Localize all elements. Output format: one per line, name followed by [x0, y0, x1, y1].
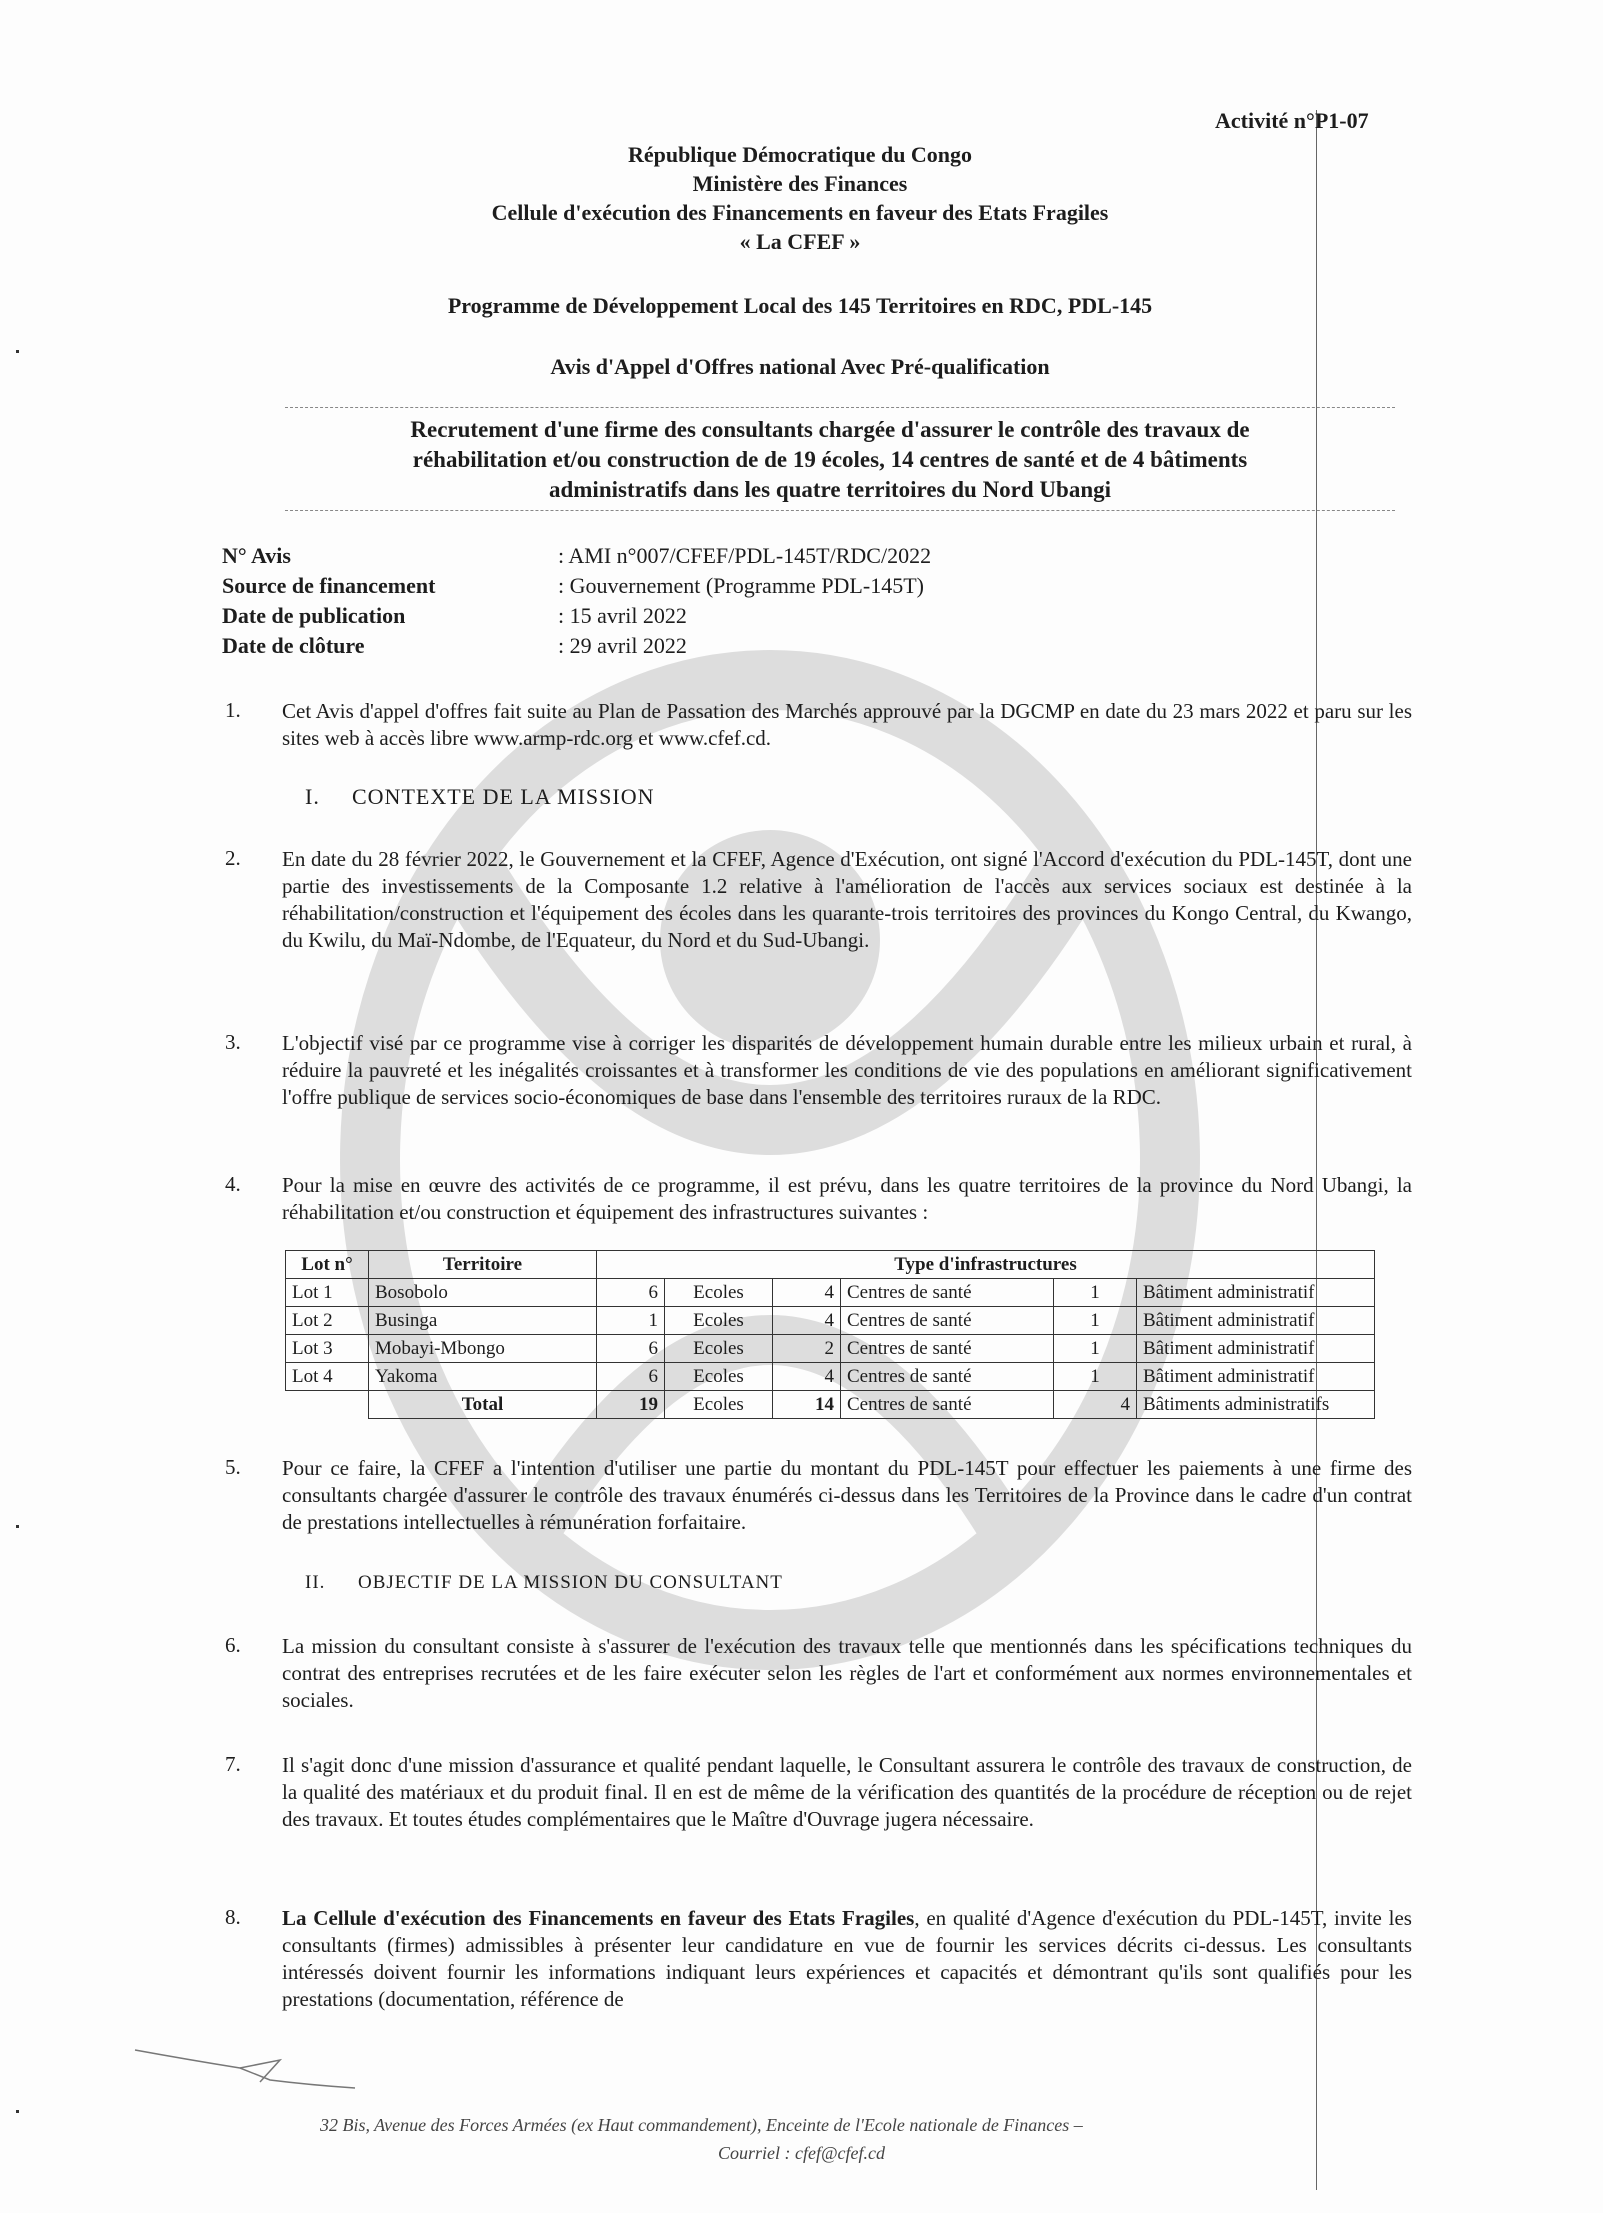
table-row — [286, 1307, 1375, 1335]
header-acronym: « La CFEF » — [739, 229, 861, 254]
table-cell-territoire: Businga — [369, 1307, 597, 1335]
paragraph-6: La mission du consultant consiste à s'assurer de l'exécution des travaux telle que mentionnés dans les spécifications techniques du contrat des entreprises recrutées et de les faire exécuter selon les règles de l'art et conformément aux normes environnementales et sociales. — [282, 1634, 1412, 1712]
table-cell-count: 6 — [597, 1363, 665, 1391]
table-total-type: Ecoles — [665, 1391, 773, 1419]
signature-mark — [130, 2030, 360, 2100]
table-row — [286, 1335, 1375, 1363]
table-header-lot: Lot n° — [286, 1251, 369, 1279]
table-cell-lot: Lot 1 — [286, 1279, 369, 1307]
table-cell-type: Ecoles — [665, 1363, 773, 1391]
table-cell-type: Bâtiment administratif — [1137, 1363, 1375, 1391]
table-header-type: Type d'infrastructures — [597, 1251, 1375, 1279]
table-total-empty — [286, 1391, 369, 1419]
section-2-number: II. — [305, 1572, 326, 1593]
paragraph-7-number: 7. — [225, 1752, 241, 1776]
subject-line-3: administratifs dans les quatre territoires du Nord Ubangi — [548, 477, 1112, 502]
paragraph-8-number: 8. — [225, 1905, 241, 1929]
scan-dot — [16, 2110, 19, 2113]
table-cell-type: Bâtiment administratif — [1137, 1307, 1375, 1335]
table-cell-lot: Lot 3 — [286, 1335, 369, 1363]
table-cell-type: Ecoles — [665, 1279, 773, 1307]
table-cell-territoire: Yakoma — [369, 1363, 597, 1391]
document-header — [300, 140, 1300, 256]
paragraph-3: L'objectif visé par ce programme vise à corriger les disparités de développement humain durable entre les milieux urbain et rural, à réduire la pauvreté et les inégalités croissantes et à transformer les conditions de vie des populations en améliorant significativement l'offre publique de services socio-économiques de base dans l'ensemble des territoires ruraux de la RDC. — [282, 1031, 1412, 1109]
table-cell-count: 1 — [1054, 1363, 1137, 1391]
field-label-publication: Date de publication — [222, 603, 406, 628]
paragraph-2: En date du 28 février 2022, le Gouvernement et la CFEF, Agence d'Exécution, ont signé l'Accord d'exécution du PDL-145T, dont une partie des investissements de la Composante 1.2 relative à l'amélioration de l'accès aux services sociaux est destinée à la réhabilitation/construction et l'équipement des écoles dans les quarante-trois territoires des provinces du Kongo Central, du Kwango, du Kwilu, du Maï-Ndombe, de l'Equateur, du Nord et du Sud-Ubangi. — [282, 847, 1412, 952]
field-label-source: Source de financement — [222, 573, 436, 598]
table-total-count: 14 — [773, 1391, 841, 1419]
programme-title: Programme de Développement Local des 145 Territoires en RDC, PDL-145 — [447, 293, 1153, 318]
table-cell-territoire: Bosobolo — [369, 1279, 597, 1307]
section-1-number: I. — [305, 784, 320, 809]
field-label-cloture: Date de clôture — [222, 633, 365, 658]
paragraph-2-number: 2. — [225, 846, 241, 870]
table-total-type: Centres de santé — [841, 1391, 1054, 1419]
table-total-row — [286, 1391, 1375, 1419]
paragraph-5: Pour ce faire, la CFEF a l'intention d'utiliser une partie du montant du PDL-145T pour effectuer les paiements à une firme des consultants chargée d'assurer le contrôle des travaux énumérés ci-dessus dans les Territoires de la Province dans le cadre d'un contrat de prestations intellectuelles à rémunération forfaitaire. — [282, 1456, 1412, 1534]
field-value-source: : Gouvernement (Programme PDL-145T) — [558, 573, 924, 598]
activity-reference: Activité n°P1-07 — [1215, 108, 1369, 133]
subject-title — [250, 415, 1410, 505]
table-cell-type: Bâtiment administratif — [1137, 1279, 1375, 1307]
paragraph-5-number: 5. — [225, 1455, 241, 1479]
field-value-avis: : AMI n°007/CFEF/PDL-145T/RDC/2022 — [558, 543, 932, 568]
section-2-title: OBJECTIF DE LA MISSION DU CONSULTANT — [358, 1572, 783, 1593]
field-label-avis: N° Avis — [222, 543, 291, 568]
table-cell-count: 4 — [773, 1279, 841, 1307]
table-cell-count: 1 — [1054, 1335, 1137, 1363]
paragraph-6-number: 6. — [225, 1633, 241, 1657]
paragraph-4: Pour la mise en œuvre des activités de ce programme, il est prévu, dans les quatre territoires de la province du Nord Ubangi, la réhabilitation et/ou construction et équipement des infrastructures suivantes : — [282, 1173, 1412, 1224]
paragraph-8 — [282, 1905, 1412, 2013]
table-cell-count: 1 — [1054, 1279, 1137, 1307]
paragraph-1-number: 1. — [225, 698, 241, 722]
table-row — [286, 1363, 1375, 1391]
table-cell-type: Bâtiment administratif — [1137, 1335, 1375, 1363]
paragraph-3-number: 3. — [225, 1030, 241, 1054]
table-cell-territoire: Mobayi-Mbongo — [369, 1335, 597, 1363]
table-cell-lot: Lot 4 — [286, 1363, 369, 1391]
table-total-count: 19 — [597, 1391, 665, 1419]
paragraph-1: Cet Avis d'appel d'offres fait suite au Plan de Passation des Marchés approuvé par la DGCMP en date du 23 mars 2022 et paru sur les sites web à accès libre www.armp-rdc.org et www.cfef.cd. — [282, 699, 1412, 750]
footer-email: Courriel : cfef@cfef.cd — [718, 2143, 886, 2163]
subject-bottom-rule — [285, 510, 1395, 511]
footer-address: 32 Bis, Avenue des Forces Armées (ex Haut commandement), Enceinte de l'Ecole nationale de Finances – — [320, 2115, 1083, 2135]
table-cell-type: Centres de santé — [841, 1307, 1054, 1335]
header-ministry: Ministère des Finances — [692, 171, 908, 196]
avis-title: Avis d'Appel d'Offres national Avec Pré-qualification — [550, 354, 1050, 379]
table-cell-count: 4 — [773, 1363, 841, 1391]
paragraph-7: Il s'agit donc d'une mission d'assurance et qualité pendant laquelle, le Consultant assurera le contrôle des travaux de construction, de la qualité des matériaux et du produit final. Il en est de même de la vérification des quantités de la procédure de réception ou de rejet des travaux. Et toutes études complémentaires que le Maître d'Ouvrage jugera nécessaire. — [282, 1753, 1412, 1831]
header-cell: Cellule d'exécution des Financements en faveur des Etats Fragiles — [491, 200, 1109, 225]
table-total-count: 4 — [1054, 1391, 1137, 1419]
table-cell-count: 4 — [773, 1307, 841, 1335]
table-cell-type: Centres de santé — [841, 1335, 1054, 1363]
table-total-label: Total — [369, 1391, 597, 1419]
table-cell-count: 6 — [597, 1279, 665, 1307]
header-country: République Démocratique du Congo — [627, 142, 973, 167]
subject-top-rule — [285, 407, 1395, 408]
table-cell-count: 6 — [597, 1335, 665, 1363]
scan-dot — [16, 1525, 19, 1528]
paragraph-8-text: , en qualité d'Agence d'exécution du PDL-145T, invite les consultants (firmes) admissibles à présenter leur candidature en vue de fournir les services décrits ci-dessus. Les consultants intéressés doivent fournir les informations indiquant leurs expériences et capacités et démontrant qu'ils sont qualifiés pour les prestations (documentation, référence de — [282, 1906, 1412, 2011]
table-cell-count: 1 — [1054, 1307, 1137, 1335]
table-total-type: Bâtiments administratifs — [1137, 1391, 1375, 1419]
table-cell-count: 2 — [773, 1335, 841, 1363]
subject-line-2: réhabilitation et/ou construction de de 19 écoles, 14 centres de santé et de 4 bâtiments — [412, 447, 1248, 472]
table-cell-type: Centres de santé — [841, 1363, 1054, 1391]
field-value-publication: : 15 avril 2022 — [558, 603, 687, 628]
table-cell-type: Ecoles — [665, 1335, 773, 1363]
table-cell-lot: Lot 2 — [286, 1307, 369, 1335]
subject-line-1: Recrutement d'une firme des consultants chargée d'assurer le contrôle des travaux de — [410, 417, 1250, 442]
paragraph-8-lead: La Cellule d'exécution des Financements en faveur des Etats Fragiles — [282, 1906, 915, 1930]
table-header-territoire: Territoire — [369, 1251, 597, 1279]
table-cell-type: Ecoles — [665, 1307, 773, 1335]
table-cell-count: 1 — [597, 1307, 665, 1335]
infrastructure-table — [285, 1250, 1375, 1419]
paragraph-4-number: 4. — [225, 1172, 241, 1196]
section-1-title: CONTEXTE DE LA MISSION — [352, 784, 655, 809]
scan-dot — [16, 350, 19, 353]
table-header-row — [286, 1251, 1375, 1279]
table-cell-type: Centres de santé — [841, 1279, 1054, 1307]
table-row — [286, 1279, 1375, 1307]
field-value-cloture: : 29 avril 2022 — [558, 633, 687, 658]
